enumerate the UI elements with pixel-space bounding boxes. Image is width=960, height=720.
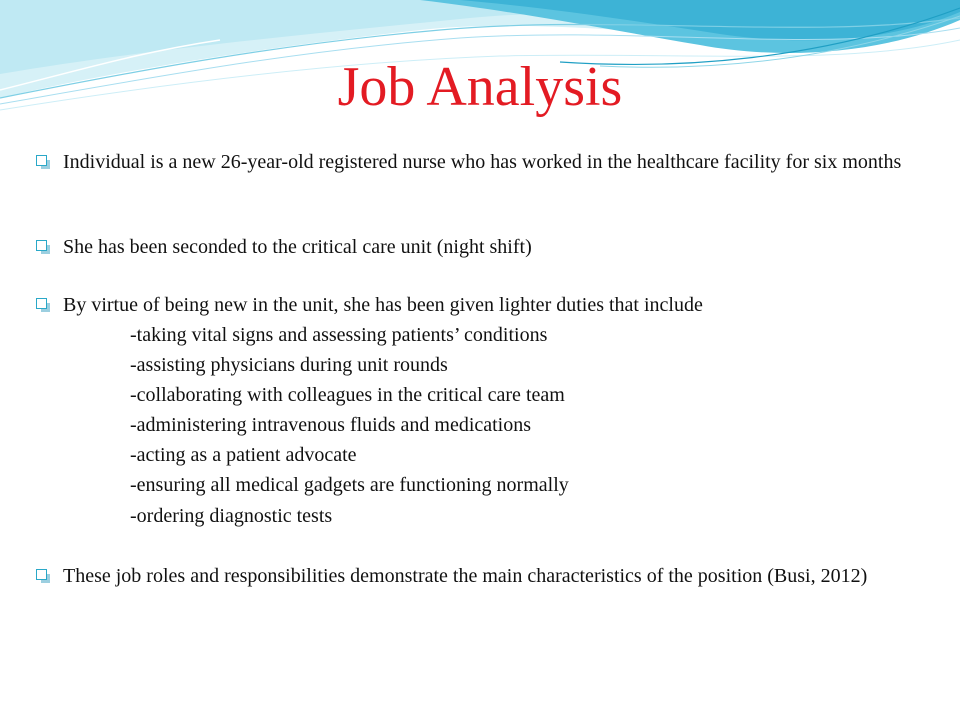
bullet-text: By virtue of being new in the unit, she has been given lighter duties that include <box>63 294 703 316</box>
duty-item: -collaborating with colleagues in the critical care team <box>130 384 565 406</box>
duty-item: -administering intravenous fluids and medications <box>130 414 532 436</box>
duty-item: -acting as a patient advocate <box>130 444 357 466</box>
duty-item: -taking vital signs and assessing patients’ conditions <box>130 324 548 346</box>
bullet-item <box>36 149 916 175</box>
checkbox-bullet-icon <box>36 298 47 309</box>
bullet-text: These job roles and responsibilities demonstrate the main characteristics of the position (Busi, 2012) <box>63 565 868 587</box>
bullet-text: Individual is a new 26-year-old registered nurse who has worked in the healthcare facility for six months <box>63 151 902 173</box>
checkbox-bullet-icon <box>36 155 47 166</box>
bullet-item <box>36 292 916 318</box>
bullet-text: She has been seconded to the critical care unit (night shift) <box>63 236 532 258</box>
slide-title: Job Analysis <box>337 56 623 118</box>
duty-item: -assisting physicians during unit rounds <box>130 354 448 376</box>
duty-item: -ordering diagnostic tests <box>130 505 333 527</box>
bullet-item <box>36 563 916 589</box>
checkbox-bullet-icon <box>36 240 47 251</box>
checkbox-bullet-icon <box>36 569 47 580</box>
bullet-item <box>36 234 916 260</box>
duty-item: -ensuring all medical gadgets are functioning normally <box>130 474 569 496</box>
